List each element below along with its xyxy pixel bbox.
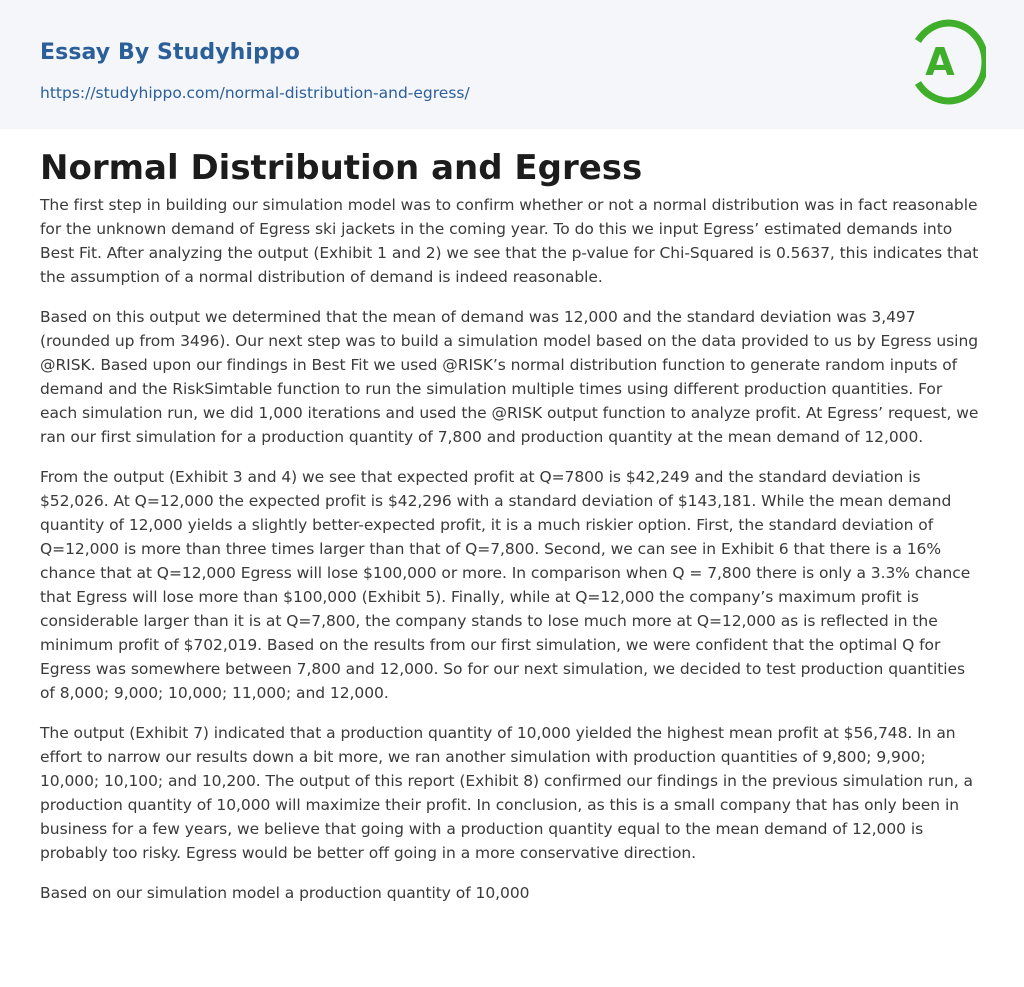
article <box>0 129 1024 905</box>
article-paragraph: The first step in building our simulation model was to confirm whether or not a normal distribution was in fact reasonable for the unknown demand of Egress ski jackets in the coming year. To do this we input Egress’ estimated demands into Best Fit. After analyzing the output (Exhibit 1 and 2) we see that the p-value for Chi-Squared is 0.5637, this indicates that the assumption of a normal distribution of demand is indeed reasonable. <box>40 196 979 286</box>
logo-letter: A <box>925 40 955 84</box>
article-paragraph: Based on this output we determined that the mean of demand was 12,000 and the standard deviation was 3,497 (rounded up from 3496). Our next step was to build a simulation model based on the data provided to us by Egress using @RISK. Based upon our findings in Best Fit we used @RISK’s normal distribution function to generate random inputs of demand and the RiskSimtable function to run the simulation multiple times using different production quantities. For each simulation run, we did 1,000 iterations and used the @RISK output function to analyze profit. At Egress’ request, we ran our first simulation for a production quantity of 7,800 and production quantity at the mean demand of 12,000. <box>40 308 979 446</box>
site-header <box>0 0 1024 129</box>
article-paragraph: From the output (Exhibit 3 and 4) we see that expected profit at Q=7800 is $42,249 and the standard deviation is $52,026. At Q=12,000 the expected profit is $42,296 with a standard deviation of $143,181. While the mean demand quantity of 12,000 yields a slightly better-expected profit, it is a much riskier option. First, the standard deviation of Q=12,000 is more than three times larger than that of Q=7,800. Second, we can see in Exhibit 6 that there is a 16% chance that at Q=12,000 Egress will lose $100,000 or more. In comparison when Q = 7,800 there is only a 3.3% chance that Egress will lose more than $100,000 (Exhibit 5). Finally, while at Q=12,000 the company’s maximum profit is considerable larger than it is at Q=7,800, the company stands to lose much more at Q=12,000 as is reflected in the minimum profit of $702,019. Based on the results from our first simulation, we were confident that the optimal Q for Egress was somewhere between 7,800 and 12,000. So for our next simulation, we decided to test production quantities of 8,000; 9,000; 10,000; 11,000; and 12,000. <box>40 468 971 702</box>
brand-title[interactable]: Essay By Studyhippo <box>40 40 300 65</box>
article-title: Normal Distribution and Egress <box>40 148 643 188</box>
studyhippo-logo-icon[interactable] <box>912 19 986 105</box>
source-url-link[interactable]: https://studyhippo.com/normal-distribution-and-egress/ <box>40 84 470 102</box>
article-paragraph: Based on our simulation model a production quantity of 10,000 <box>40 884 530 902</box>
article-paragraph: The output (Exhibit 7) indicated that a production quantity of 10,000 yielded the highest mean profit at $56,748. In an effort to narrow our results down a bit more, we ran another simulation with production quantities of 9,800; 9,900; 10,000; 10,100; and 10,200. The output of this report (Exhibit 8) confirmed our findings in the previous simulation run, a production quantity of 10,000 will maximize their profit. In conclusion, as this is a small company that has only been in business for a few years, we believe that going with a production quantity equal to the mean demand of 12,000 is probably too risky. Egress would be better off going in a more conservative direction. <box>40 724 973 862</box>
